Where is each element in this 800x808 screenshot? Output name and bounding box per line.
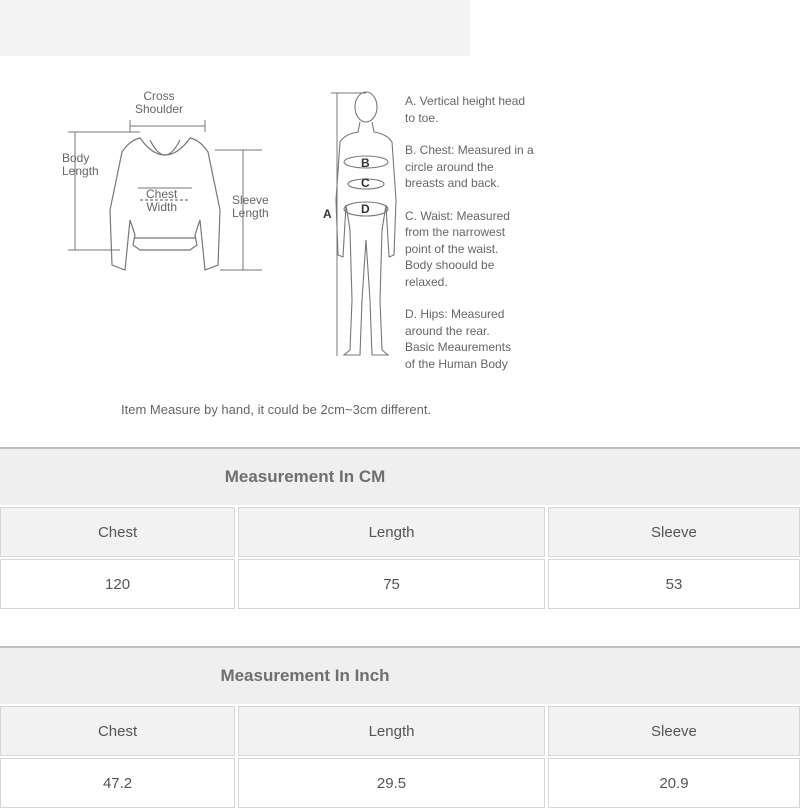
marker-b: B xyxy=(361,156,370,170)
cm-value-length: 75 xyxy=(238,559,545,609)
inch-header-length: Length xyxy=(238,706,545,756)
sleeve-length-label: Sleeve Length xyxy=(232,193,269,220)
body-length-label: Body Length xyxy=(62,151,99,178)
inch-value-row xyxy=(0,758,800,808)
inch-header-chest: Chest xyxy=(0,706,235,756)
legend-item-a: A. Vertical height head to toe. xyxy=(405,94,526,125)
cm-header-row xyxy=(0,507,800,557)
size-diagram xyxy=(0,60,800,440)
measurement-note: Item Measure by hand, it could be 2cm~3cm different. xyxy=(121,402,432,417)
cm-value-chest: 120 xyxy=(0,559,235,609)
inch-value-length: 29.5 xyxy=(238,758,545,808)
measurement-legend xyxy=(405,93,534,388)
garment-sketch xyxy=(0,60,800,440)
legend-item-c: C. Waist: Measured from the narrowest point of the waist. Body shoould be relaxed. xyxy=(405,208,510,289)
cm-value-sleeve: 53 xyxy=(548,559,800,609)
chest-width-label: Chest Width xyxy=(146,187,178,214)
top-image-band xyxy=(0,0,470,56)
cm-value-row xyxy=(0,559,800,609)
inch-value-sleeve: 20.9 xyxy=(548,758,800,808)
legend-item-d: D. Hips: Measured around the rear. Basic Meaurements of the Human Body xyxy=(405,307,512,371)
inch-value-chest: 47.2 xyxy=(0,758,235,808)
inch-header-sleeve: Sleeve xyxy=(548,706,800,756)
inch-header-row xyxy=(0,706,800,756)
cross-shoulder-label: Cross Shoulder xyxy=(135,89,184,116)
marker-d: D xyxy=(361,202,370,216)
marker-a: A xyxy=(323,207,332,221)
inch-table xyxy=(0,646,800,808)
cm-header-chest: Chest xyxy=(0,507,235,557)
cm-table-title: Measurement In CM xyxy=(0,447,800,505)
cm-table xyxy=(0,447,800,609)
inch-table-title: Measurement In Inch xyxy=(0,646,800,704)
cm-header-length: Length xyxy=(238,507,545,557)
cm-header-sleeve: Sleeve xyxy=(548,507,800,557)
legend-item-b: B. Chest: Measured in a circle around the breasts and back. xyxy=(405,143,534,190)
marker-c: C xyxy=(361,176,370,190)
